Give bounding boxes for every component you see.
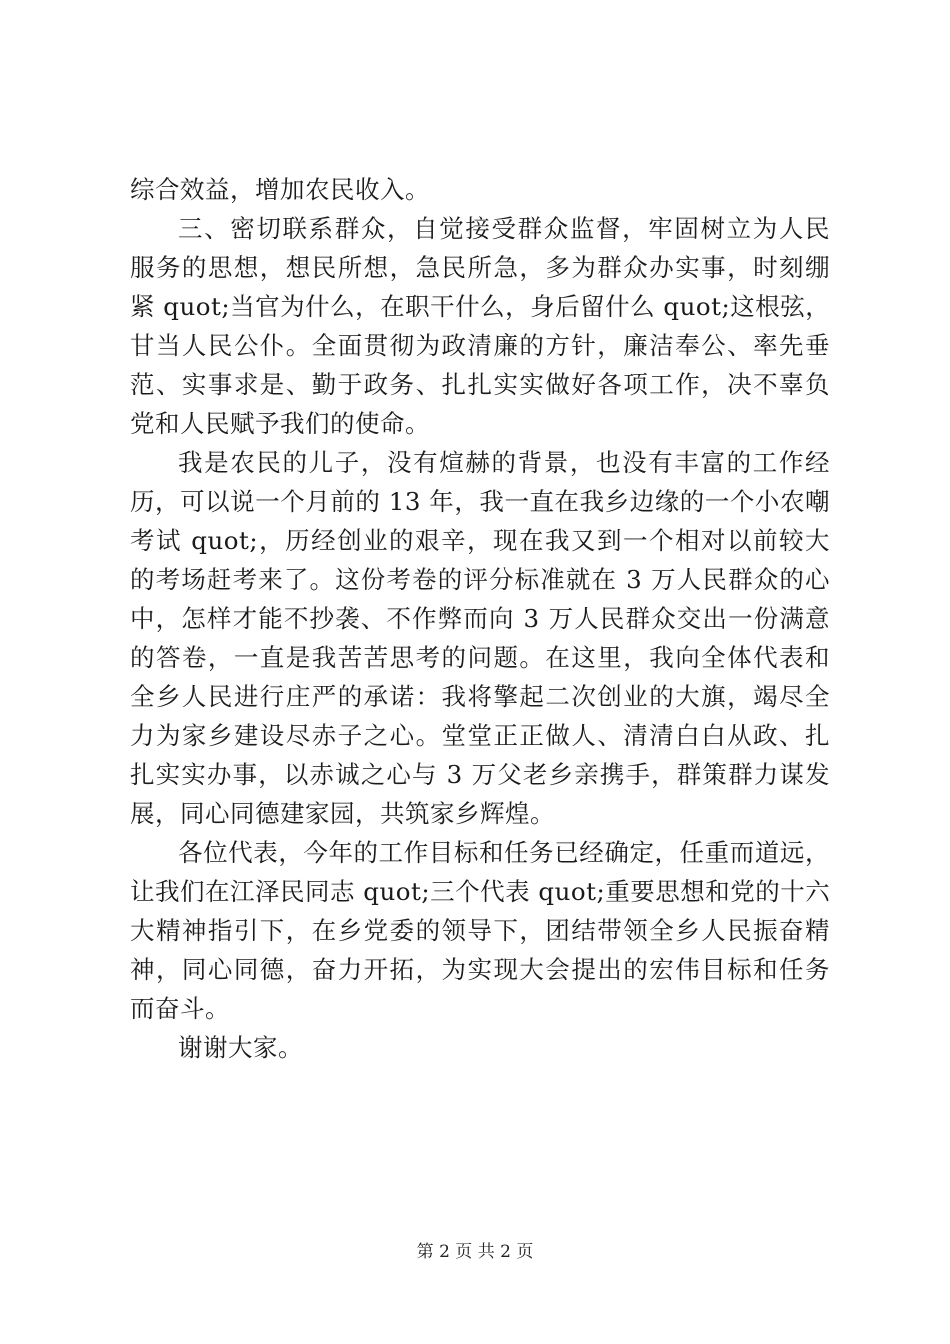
paragraph-line: 让我们在江泽民同志 quot;三个代表 quot;重要思想和党的十六 bbox=[130, 877, 831, 906]
paragraph-line: 紧 quot;当官为什么，在职干什么，身后留什么 quot;这根弦， bbox=[130, 292, 831, 321]
paragraph-line: 扎实实办事，以赤诚之心与 3 万父老乡亲携手，群策群力谋发 bbox=[130, 760, 830, 789]
paragraph-line: 中，怎样才能不抄袭、不作弊而向 3 万人民群众交出一份满意 bbox=[130, 604, 830, 633]
paragraph-line: 神，同心同德，奋力开拓，为实现大会提出的宏伟目标和任务 bbox=[130, 955, 830, 984]
paragraph-line: 甘当人民公仆。全面贯彻为政清廉的方针，廉洁奉公、率先垂 bbox=[130, 331, 830, 360]
paragraph-line: 谢谢大家。 bbox=[178, 1033, 303, 1062]
paragraph-line: 的答卷，一直是我苦苦思考的问题。在这里，我向全体代表和 bbox=[130, 643, 830, 672]
page-footer: 第 2 页 共 2 页 bbox=[416, 1242, 534, 1262]
document-body bbox=[130, 170, 830, 1067]
paragraph-line: 各位代表，今年的工作目标和任务已经确定，任重而道远， bbox=[178, 838, 830, 867]
paragraph-line: 党和人民赋予我们的使命。 bbox=[130, 409, 430, 438]
paragraph-line: 展，同心同德建家园，共筑家乡辉煌。 bbox=[130, 799, 555, 828]
paragraph-line: 历，可以说一个月前的 13 年，我一直在我乡边缘的一个小农嘲 bbox=[130, 487, 830, 516]
paragraph-line: 综合效益，增加农民收入。 bbox=[130, 175, 430, 204]
paragraph-line: 大精神指引下，在乡党委的领导下，团结带领全乡人民振奋精 bbox=[130, 916, 830, 945]
paragraph-line: 力为家乡建设尽赤子之心。堂堂正正做人、清清白白从政、扎 bbox=[130, 721, 830, 750]
paragraph-line: 范、实事求是、勤于政务、扎扎实实做好各项工作，决不辜负 bbox=[130, 370, 830, 399]
paragraph-line: 全乡人民进行庄严的承诺：我将擎起二次创业的大旗，竭尽全 bbox=[130, 682, 830, 711]
paragraph-line: 三、密切联系群众，自觉接受群众监督，牢固树立为人民 bbox=[178, 214, 830, 243]
paragraph-line: 我是农民的儿子，没有煊赫的背景，也没有丰富的工作经 bbox=[178, 448, 830, 477]
paragraph-line: 的考场赶考来了。这份考卷的评分标准就在 3 万人民群众的心 bbox=[130, 565, 830, 594]
paragraph-line: 考试 quot;，历经创业的艰辛，现在我又到一个相对以前较大 bbox=[130, 526, 830, 555]
paragraph-line: 而奋斗。 bbox=[130, 994, 230, 1023]
paragraph-line: 服务的思想，想民所想，急民所急，多为群众办实事，时刻绷 bbox=[130, 253, 830, 282]
